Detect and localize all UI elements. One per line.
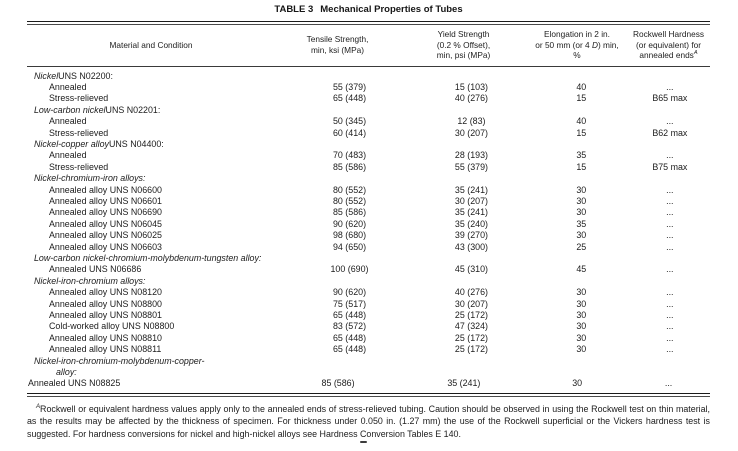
tensile-cell: 85 (586) (332, 207, 367, 218)
table-row (27, 139, 710, 150)
material-cell: Annealed alloy UNS N08811 (49, 344, 162, 355)
yield-cell: 55 (379) (454, 161, 488, 172)
column-header-rockwell-hardness: Rockwell Hardness (or equivalent) for annealed ends$^A$ (632, 29, 704, 60)
elongation-cell: 30 (572, 378, 583, 389)
tensile-cell: 98 (680) (332, 230, 367, 241)
table-row (27, 93, 710, 104)
material-cell: Low-carbon nickel-chromium-molybdenum-tungsten alloy: (34, 253, 262, 263)
table-bottom-rule (27, 393, 710, 397)
elongation-cell: 30 (576, 298, 587, 309)
elongation-cell: 30 (576, 310, 587, 321)
elongation-cell: 30 (576, 332, 587, 343)
elongation-cell: 30 (576, 195, 587, 206)
hardness-cell (628, 71, 710, 82)
table-row (27, 356, 710, 367)
elongation-cell: 30 (576, 230, 587, 241)
tensile-cell: 65 (448) (332, 332, 367, 343)
hardness-cell (628, 276, 710, 287)
material-cell: Annealed alloy UNS N08800 (49, 298, 162, 309)
table-row (27, 344, 710, 355)
elongation-cell (535, 367, 631, 378)
tensile-cell: 80 (552) (332, 195, 367, 206)
yield-cell: 35 (241) (447, 378, 481, 389)
table-row (27, 162, 710, 173)
table-row (27, 71, 710, 82)
yield-cell: 40 (276) (454, 93, 488, 104)
hardness-cell: ... (666, 344, 674, 355)
yield-cell: 35 (241) (454, 207, 488, 218)
elongation-cell (529, 356, 628, 367)
tensile-cell: 65 (448) (332, 344, 367, 355)
material-cell: Nickel-iron-chromium-molybdenum-copper- (34, 355, 205, 366)
tensile-cell: 100 (690) (330, 264, 369, 275)
table-row (27, 333, 710, 344)
tensile-cell (279, 356, 403, 367)
tensile-cell: 85 (586) (332, 161, 367, 172)
hardness-cell: ... (666, 218, 674, 229)
tensile-cell: 65 (448) (332, 93, 367, 104)
hardness-cell (628, 356, 710, 367)
tensile-cell: 65 (448) (332, 310, 367, 321)
yield-cell: 30 (207) (454, 298, 488, 309)
column-header-yield-strength: Yield Strength (0.2 % Offset), min, psi (MPa) (436, 29, 491, 60)
table-row (27, 321, 710, 332)
material-cell: Low-carbon nickelUNS N02201: (34, 104, 161, 115)
tensile-cell (279, 276, 403, 287)
hardness-cell: ... (666, 264, 674, 275)
column-header-elongation: Elongation in 2 in. or 50 mm (or 4 D) min, % (535, 29, 619, 60)
yield-cell: 28 (193) (454, 150, 488, 161)
material-cell: Annealed UNS N06686 (49, 264, 142, 275)
table-row (27, 253, 710, 264)
tensile-cell (293, 367, 413, 378)
table-row (27, 264, 710, 275)
elongation-cell: 30 (576, 184, 587, 195)
hardness-cell: B75 max (652, 161, 688, 172)
material-cell: Nickel-chromium-iron alloys: (34, 173, 146, 184)
hardness-cell: B62 max (652, 127, 688, 138)
hardness-cell (631, 367, 710, 378)
material-cell: Annealed UNS N08825 (28, 378, 121, 389)
tensile-cell (279, 71, 403, 82)
material-cell: Annealed alloy UNS N06045 (49, 218, 162, 229)
table-row (27, 367, 710, 378)
hardness-cell: ... (666, 184, 674, 195)
tensile-cell (279, 139, 403, 150)
yield-cell: 43 (300) (454, 241, 488, 252)
elongation-cell: 40 (576, 81, 587, 92)
column-header-tensile-strength: Tensile Strength, min, ksi (MPa) (306, 34, 369, 55)
hardness-cell: ... (666, 207, 674, 218)
elongation-cell (529, 253, 628, 264)
table-row (27, 276, 710, 287)
elongation-cell (529, 173, 628, 184)
elongation-cell (529, 139, 628, 150)
hardness-cell: B65 max (652, 93, 688, 104)
material-cell: Stress-relieved (49, 161, 109, 172)
page-number-dash (360, 441, 367, 443)
yield-cell: 30 (207) (454, 195, 488, 206)
elongation-cell: 40 (576, 116, 587, 127)
tensile-cell (279, 173, 403, 184)
yield-cell (403, 105, 529, 116)
elongation-cell: 30 (576, 344, 587, 355)
hardness-cell (628, 105, 710, 116)
hardness-cell: ... (666, 150, 674, 161)
table-body (27, 67, 710, 393)
material-cell: Cold-worked alloy UNS N08800 (49, 321, 175, 332)
elongation-cell: 15 (576, 93, 587, 104)
hardness-cell: ... (666, 81, 674, 92)
yield-cell: 25 (172) (454, 332, 488, 343)
table-row (27, 242, 710, 253)
table-row (27, 299, 710, 310)
material-cell: Annealed alloy UNS N08120 (49, 287, 162, 298)
tensile-cell (279, 253, 403, 264)
table-row (27, 310, 710, 321)
hardness-cell: ... (664, 378, 673, 389)
yield-cell (403, 173, 529, 184)
elongation-cell: 30 (576, 287, 587, 298)
elongation-cell: 45 (576, 264, 587, 275)
elongation-cell: 25 (576, 241, 587, 252)
elongation-cell: 15 (576, 161, 587, 172)
tensile-cell: 83 (572) (332, 321, 367, 332)
yield-cell (403, 139, 529, 150)
material-cell: Annealed alloy UNS N06600 (49, 184, 162, 195)
material-cell: Annealed alloy UNS N08810 (49, 332, 162, 343)
yield-cell: 25 (172) (454, 310, 488, 321)
yield-cell (403, 253, 529, 264)
yield-cell: 30 (207) (454, 127, 488, 138)
hardness-cell: ... (666, 298, 674, 309)
table-row (27, 287, 710, 298)
hardness-cell: ... (666, 116, 674, 127)
footnote: $^A$Rockwell or equivalent hardness values apply only to the annealed ends of stress-relieved tubing. Caution should be observed in using the Rockwell test on thin material, as the results may be affected by the thickness of specimen. For thickness under 0.050 in. (1.27 mm) the use of the Rockwell superficial or the Vickers hardness test is suggested. For hardness conversions for nickel and high-nickel alloys see Hardness Conversion Tables E 140. (27, 403, 710, 439)
yield-cell: 25 (172) (454, 344, 488, 355)
material-cell: Stress-relieved (49, 93, 109, 104)
yield-cell (403, 276, 529, 287)
hardness-cell: ... (666, 287, 674, 298)
table-row (27, 128, 710, 139)
elongation-cell (529, 276, 628, 287)
material-cell: Annealed alloy UNS N06025 (49, 230, 162, 241)
hardness-cell (628, 173, 710, 184)
tensile-cell: 70 (483) (332, 150, 367, 161)
material-cell: Nickel-copper alloyUNS N04400: (34, 138, 164, 149)
tensile-cell (279, 105, 403, 116)
elongation-cell (529, 71, 628, 82)
hardness-cell: ... (666, 332, 674, 343)
table-row (27, 105, 710, 116)
tensile-cell: 85 (586) (321, 378, 355, 389)
tensile-cell: 90 (620) (332, 287, 367, 298)
tensile-cell: 90 (620) (332, 218, 367, 229)
material-cell: Nickel-iron-chromium alloys: (34, 275, 146, 286)
tensile-cell: 80 (552) (332, 184, 367, 195)
yield-cell: 45 (310) (454, 264, 488, 275)
table-row (27, 150, 710, 161)
material-cell: NickelUNS N02200: (34, 70, 113, 81)
table-title (27, 4, 710, 16)
elongation-cell (529, 105, 628, 116)
hardness-cell: ... (666, 310, 674, 321)
tensile-cell: 94 (650) (332, 241, 367, 252)
elongation-cell: 15 (576, 127, 587, 138)
material-cell: Stress-relieved (49, 127, 109, 138)
yield-cell: 39 (270) (454, 230, 488, 241)
material-cell: Annealed alloy UNS N06603 (49, 241, 162, 252)
elongation-cell: 30 (576, 321, 587, 332)
tensile-cell: 60 (414) (332, 127, 367, 138)
table-row (27, 196, 710, 207)
material-cell: Annealed alloy UNS N06690 (49, 207, 162, 218)
tensile-cell: 55 (379) (332, 81, 367, 92)
material-cell: Annealed (49, 116, 87, 127)
yield-cell: 12 (83) (457, 116, 486, 127)
yield-cell: 15 (103) (454, 81, 488, 92)
table-row (27, 207, 710, 218)
tensile-cell: 75 (517) (332, 298, 367, 309)
mechanical-properties-table (27, 4, 710, 440)
table-row (27, 116, 710, 127)
elongation-cell: 35 (576, 218, 587, 229)
hardness-cell (628, 139, 710, 150)
material-cell: alloy: (56, 367, 77, 378)
table-row (27, 378, 710, 389)
table-row (27, 185, 710, 196)
tensile-cell: 50 (345) (332, 116, 367, 127)
table-row (27, 219, 710, 230)
material-cell: Annealed alloy UNS N06601 (49, 195, 162, 206)
hardness-cell: ... (666, 241, 674, 252)
yield-cell (403, 356, 529, 367)
column-header-material: Material and Condition (109, 39, 193, 50)
yield-cell: 35 (240) (454, 218, 488, 229)
material-cell: Annealed alloy UNS N08801 (49, 310, 162, 321)
yield-cell: 47 (324) (454, 321, 488, 332)
hardness-cell (628, 253, 710, 264)
table-header-row (27, 25, 710, 67)
hardness-cell: ... (666, 321, 674, 332)
material-cell: Annealed (49, 81, 87, 92)
table-number: TABLE 3 (274, 4, 314, 15)
table-title-text: Mechanical Properties of Tubes (320, 4, 463, 15)
yield-cell: 35 (241) (454, 184, 488, 195)
hardness-cell: ... (666, 195, 674, 206)
table-row (27, 173, 710, 184)
table-row (27, 82, 710, 93)
yield-cell (403, 71, 529, 82)
elongation-cell: 35 (576, 150, 587, 161)
yield-cell (413, 367, 535, 378)
table-row (27, 230, 710, 241)
material-cell: Annealed (49, 150, 87, 161)
yield-cell: 40 (276) (454, 287, 488, 298)
elongation-cell: 30 (576, 207, 587, 218)
hardness-cell: ... (666, 230, 674, 241)
